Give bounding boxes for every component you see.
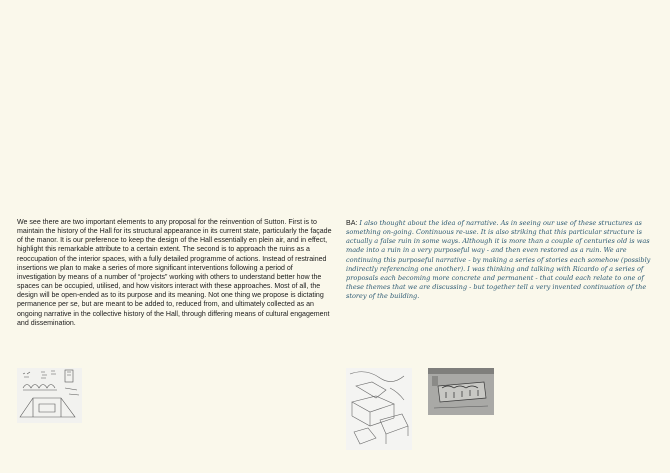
sketch-image-right [428, 368, 494, 415]
speaker-quote: I also thought about the idea of narrative. As in seeing our use of these structures as something on-going. Continuous re-use. It is also striking that this particular structure is actually a false ruin in some ways. Although it is more than a couple of centuries old is was made into a ruin in a very purposeful way - and then even restored as a ruin. We are continuing this purposeful narrative - by making a series of stories each somehow (possibly indirectly referencing one another). I was thinking and talking with Ricardo of a series of proposals each becoming more concrete and permanent - that could each relate to one of these themes that we are discussing - but together tell a very invented continuation of the storey of the building. [346, 219, 651, 301]
sketch-image-middle [346, 368, 412, 450]
sketch-image-left [17, 368, 82, 423]
proposal-paragraph: We see there are two important elements to any proposal for the reinvention of Sutton. First is to maintain the history of the Hall for its structural appearance in its current state, particularly the façade of the manor. It is our preference to keep the design of the Hall essentially en plein air, and in effect, highlight this remarkable attribute to a certain extent. The second is to approach the ruins as a reoccupation of the interior spaces, with a fully detailed programme of actions. Instead of restrained insertions we plan to make a series of more significant interventions following a period of investigation by means of a number of “projects” working with others to understand better how the spaces can be occupied, utilised, and how visitors interact with these approaches. Most of all, the design will be open-ended as to its purpose and its meaning. Not one thing we propose is dictating permanence per se, but are meant to be added to, reduced from, and ultimately collected as an ongoing narrative in the collective history of the Hall, through differing means of cultural engagement and dissemination. [17, 219, 332, 327]
speaker-label: BA: [346, 219, 358, 227]
conversation-paragraph [346, 219, 656, 301]
